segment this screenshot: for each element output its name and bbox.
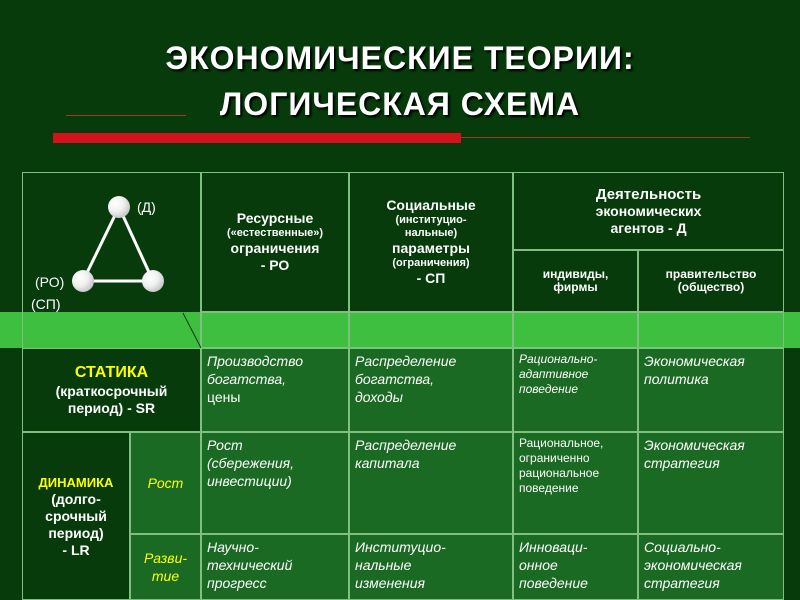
cell-growth-social [349, 432, 513, 534]
cell-text: политика [644, 371, 709, 387]
row-dynamics-l3: срочный [45, 507, 107, 524]
cell-text: экономическая [644, 557, 742, 573]
triangle-edge [83, 207, 119, 281]
header-activity-l1: Деятельность [595, 185, 702, 203]
cell-growth-individuals [513, 432, 638, 534]
cell-growth-government [638, 432, 784, 534]
header-activity [513, 172, 784, 250]
cell-text: рациональное [519, 466, 600, 480]
row-dynamics-l1: ДИНАМИКА [38, 474, 114, 490]
cell-text: Институцио- [355, 539, 446, 555]
row-statics [22, 348, 201, 432]
cell-statics-government [638, 348, 784, 432]
row-development-l2: тие [151, 568, 180, 584]
cell-text: поведение [519, 481, 579, 495]
row-statics-l3: период) - SR [67, 400, 156, 416]
row-development-l1: Разви- [143, 550, 188, 566]
cell-growth-resource [201, 432, 349, 534]
row-growth [130, 432, 201, 534]
band-cell [201, 312, 349, 348]
cell-dev-individuals [513, 534, 638, 600]
node-d [108, 196, 130, 218]
cell-text: Экономическая [644, 353, 745, 369]
cell-text: (сбережения, [207, 455, 295, 471]
cell-text: Экономическая [644, 437, 745, 453]
header-resource-l2: («естественные») [226, 227, 324, 239]
row-dynamics-l4: период) [48, 524, 104, 541]
accent-bar [53, 133, 461, 143]
cell-text: нальные [355, 557, 412, 573]
cell-text: Рост [207, 437, 243, 453]
cell-text: Социально- [644, 539, 721, 555]
row-dynamics [22, 432, 130, 600]
node-ro [72, 270, 94, 292]
header-activity-l2: экономических [595, 202, 702, 219]
header-individuals-l2: фирмы [553, 280, 598, 294]
header-resource-l4: - РО [260, 257, 290, 273]
header-social-l1: Социальные [386, 197, 476, 213]
node-right [142, 270, 164, 292]
cell-text: прогресс [207, 575, 267, 591]
cell-text: цены [207, 389, 241, 405]
cell-text: ограниченно [519, 451, 590, 465]
cell-text: капитала [355, 455, 420, 471]
cell-statics-individuals [513, 348, 638, 432]
header-social-l4: параметры [392, 240, 470, 256]
header-government-l2: (общество) [677, 280, 745, 294]
band-cell [513, 312, 638, 348]
diagonal-line [183, 313, 201, 348]
cell-text: богатства, [355, 371, 435, 387]
cell-text: Научно- [207, 539, 259, 555]
row-dynamics-l5: - LR [62, 541, 90, 558]
cell-dev-resource [201, 534, 349, 600]
cell-text: стратегия [644, 575, 720, 591]
row-statics-l1: СТАТИКА [74, 364, 149, 381]
cell-text: инвестиции) [207, 473, 292, 489]
header-social-l3: нальные) [404, 227, 458, 239]
cell-dev-government [638, 534, 784, 600]
title-line-2: ЛОГИЧЕСКАЯ СХЕМА [219, 86, 581, 122]
row-growth-label: Рост [147, 475, 184, 491]
cell-text: стратегия [644, 455, 720, 471]
header-social [349, 172, 513, 312]
header-social-l2: (институцио- [395, 214, 467, 226]
cell-text: технический [207, 557, 293, 573]
cell-text: Распределение [355, 353, 457, 369]
title-line-1: ЭКОНОМИЧЕСКИЕ ТЕОРИИ: [165, 40, 635, 76]
header-social-l5: (ограничения) [392, 257, 470, 269]
cell-text: Рационально- [519, 352, 598, 366]
row-dynamics-l2: (долго- [51, 490, 101, 507]
label-ro: (РО) [35, 274, 65, 290]
header-government [638, 250, 784, 312]
cell-text: поведение [519, 382, 579, 396]
header-social-l6: - СП [416, 270, 446, 286]
band-cell [349, 312, 513, 348]
header-activity-l3: агентов - Д [610, 219, 687, 236]
band-cell [638, 312, 784, 348]
triangle-cell [22, 172, 201, 348]
header-individuals-l1: индивиды, [542, 267, 609, 281]
cell-text: изменения [355, 575, 425, 591]
cell-text: Рациональное, [519, 436, 604, 450]
divider-short [66, 115, 186, 116]
cell-text: поведение [519, 575, 588, 591]
cell-text: адаптивное [519, 367, 589, 381]
header-individuals [513, 250, 638, 312]
cell-text: доходы [355, 389, 403, 405]
header-resource-l1: Ресурсные [236, 210, 314, 226]
row-development [130, 534, 201, 600]
header-government-l1: правительство [665, 267, 757, 281]
header-resource-l3: ограничения [230, 240, 320, 256]
cell-statics-social [349, 348, 513, 432]
cell-statics-resource [201, 348, 349, 432]
cell-dev-social [349, 534, 513, 600]
cell-text: богатства, [207, 371, 287, 387]
cell-text: Производство [207, 353, 303, 369]
label-sp: (СП) [31, 296, 61, 312]
header-resource [201, 172, 349, 312]
cell-text: Инноваци- [519, 539, 588, 555]
cell-text: онное [519, 557, 558, 573]
row-statics-l2: (краткосрочный [55, 383, 168, 399]
cell-text: Распределение [355, 437, 457, 453]
label-d: (Д) [137, 199, 156, 215]
